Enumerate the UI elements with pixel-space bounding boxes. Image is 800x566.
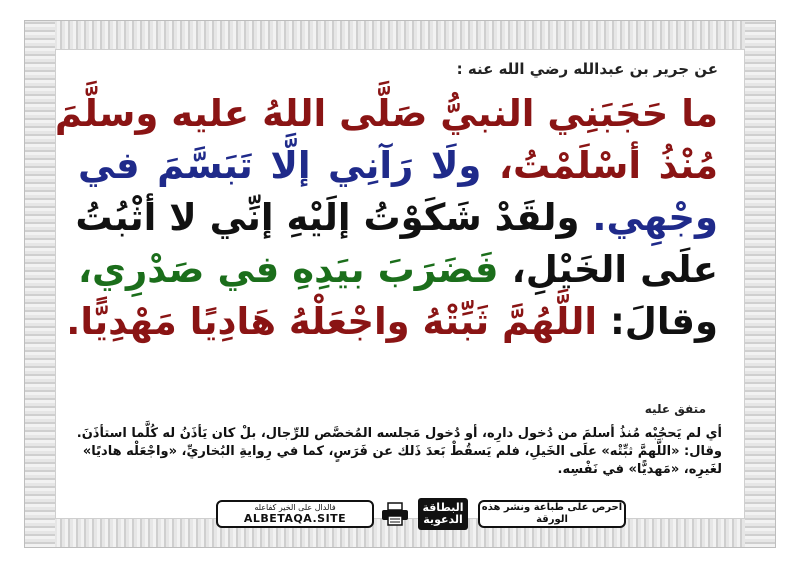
print-promo-badge: احرص على طباعة ونشر هذه الورقة [478, 500, 626, 528]
hadith-text [54, 88, 718, 348]
hadith-line [66, 296, 718, 348]
frame-top [25, 21, 775, 51]
hadith-segment: علَى الخَيْلِ، [498, 248, 718, 291]
hadith-segment: وجْهِي. [579, 196, 718, 239]
website-badge[interactable] [216, 500, 374, 528]
narrator-line: عن جرير بن عبدالله رضي الله عنه : [456, 60, 718, 78]
hadith-line [75, 192, 718, 244]
hadith-segment: وقالَ: [597, 300, 718, 343]
footer-bar [216, 498, 636, 528]
site-tagline: فالدال على الخير كفاعله [254, 503, 336, 512]
hadith-segment: اللَّهُمَّ ثَبِّتْهُ واجْعَلْهُ هَادِيًا مَهْدِيًّا. [66, 300, 598, 343]
frame-right [745, 21, 775, 547]
hadith-segment: ولقَدْ شَكَوْتُ إلَيْهِ إنِّي لا أثْبُتُ [75, 196, 580, 239]
hadith-segment: مُنْذُ أسْلَمْتُ، [481, 144, 718, 187]
hadith-segment: ولَا رَآنِي إلَّا تَبَسَّمَ في [78, 144, 482, 187]
site-url[interactable]: ALBETAQA.SITE [243, 512, 347, 525]
hadith-segment: ما حَجَبَنِي النبيُّ صَلَّى اللهُ عليه وسلَّمَ [54, 92, 718, 135]
source-reference: متفق عليه [644, 402, 706, 416]
hadith-line [78, 140, 718, 192]
card-paper [54, 50, 744, 526]
printer-icon [380, 502, 410, 526]
explanation-text: أي لم يَحجُبْه مُنذُ أسلمَ من دُخول دارِه، أو دُخول مَجلسه المُخصَّص للرِّجال، بلْ كان يَأذَنُ له كُلَّما استأذَنَ. وقال: «اللَّهمَّ ثبِّتْه» علَى الخَيلِ، فلم يَسقُطْ بَعدَ ذَلك عن فَرَسٍ، كما في رِوايةِ البُخاريِّ، «واجْعَلْه هاديًا» لغَيرِه، «مَهديًّا» في نَفْسِه. [76, 426, 722, 477]
hadith-line [78, 244, 718, 296]
hadith-line [54, 88, 718, 140]
hadith-segment: فَضَرَبَ بيَدِهِ في صَدْرِي، [78, 248, 499, 291]
albetaqa-logo: البطاقة الدعوية [418, 498, 468, 530]
frame-left [25, 21, 55, 547]
